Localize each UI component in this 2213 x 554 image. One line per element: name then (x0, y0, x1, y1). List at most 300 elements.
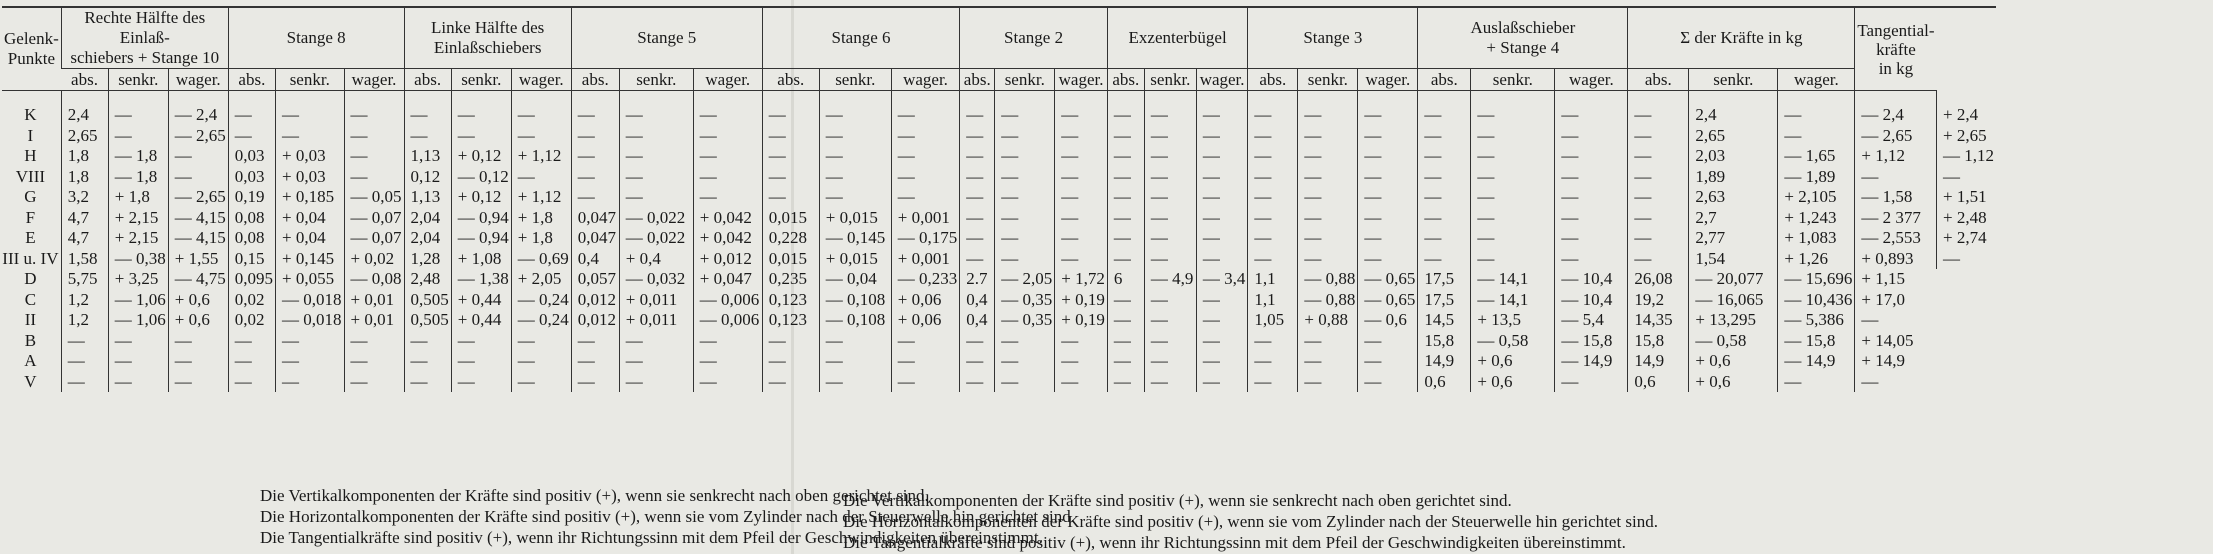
table-cell: + 1,72 (1055, 269, 1108, 290)
table-cell: 17,5 (1418, 269, 1471, 290)
table-cell: — (819, 187, 891, 208)
table-cell: — (1555, 372, 1628, 393)
column-subheader: wager. (891, 69, 960, 91)
column-group-header: Linke Hälfte des Einlaßschiebers (404, 7, 571, 69)
table-cell: 1,8 (61, 146, 108, 167)
table-cell: — (228, 351, 275, 372)
table-cell: — (891, 372, 960, 393)
table-cell: — 0,032 (619, 269, 693, 290)
table-row (2, 91, 1996, 126)
table-cell: — (1055, 351, 1108, 372)
table-cell: 1,05 (1248, 310, 1298, 331)
table-cell: — (1107, 351, 1144, 372)
row-point-label: E (25, 228, 36, 247)
table-cell: — 15,8 (1555, 331, 1628, 352)
table-cell: — (511, 372, 571, 393)
table-cell: — (762, 351, 819, 372)
table-cell: 1,13 (404, 187, 451, 208)
table-cell: + 0,06 (891, 310, 960, 331)
table-cell: — (619, 146, 693, 167)
table-cell: — (619, 372, 693, 393)
table-cell: — 2,05 (995, 269, 1055, 290)
table-cell: — (619, 351, 693, 372)
table-cell: + 2,48 (1937, 208, 1997, 229)
table-cell: — (1628, 249, 1689, 270)
table-cell: — (276, 91, 345, 126)
table-cell: — (108, 91, 168, 126)
table-cell: — (1055, 91, 1108, 126)
table-cell: — (1055, 126, 1108, 147)
table-cell: — 5,4 (1555, 310, 1628, 331)
table-cell: — (61, 351, 108, 372)
table-cell: — (276, 372, 345, 393)
table-cell: — 2 377 (1855, 208, 1937, 229)
column-group-header: Stange 3 (1248, 7, 1418, 69)
table-cell: — 0,94 (451, 208, 511, 229)
table-cell: — (693, 167, 762, 188)
table-cell: 0,505 (404, 290, 451, 311)
table-row (2, 167, 1996, 188)
table-row (2, 351, 1996, 372)
table-cell: — (1144, 146, 1196, 167)
table-cell: 4,7 (61, 208, 108, 229)
table-cell: + 0,011 (619, 290, 693, 311)
table-cell: — (1298, 331, 1358, 352)
table-cell: — 4,75 (168, 269, 228, 290)
table-cell: — 0,145 (819, 228, 891, 249)
table-cell: — (168, 372, 228, 393)
table-cell: — (1107, 331, 1144, 352)
table-cell: — (344, 167, 404, 188)
table-cell: — (1248, 372, 1298, 393)
row-point-label: V (24, 371, 37, 391)
table-cell: 0,6 (1418, 372, 1471, 393)
table-cell: 14,9 (1418, 351, 1471, 372)
table-cell: — (1778, 91, 1855, 126)
table-cell: — 0,24 (511, 290, 571, 311)
table-cell: + 0,001 (891, 249, 960, 270)
table-cell: 2,48 (404, 269, 451, 290)
table-cell: — 4,15 (168, 228, 228, 249)
column-group-header: Stange 6 (762, 7, 960, 69)
table-cell: — (451, 331, 511, 352)
table-cell: — (1555, 91, 1628, 126)
table-cell: — (344, 91, 404, 126)
table-cell: — 1,06 (108, 310, 168, 331)
table-cell: + 0,015 (819, 208, 891, 229)
table-cell: + 0,04 (276, 228, 345, 249)
table-cell: — (108, 351, 168, 372)
table-cell: — (108, 372, 168, 393)
table-cell: 1,1 (1248, 290, 1298, 311)
table-cell: — (1628, 126, 1689, 147)
note-vertical: Die Vertikalkomponenten der Kräfte sind positiv (+), wenn sie senkrecht nach oben gerichtet sind. (843, 491, 1512, 510)
table-cell: 0,095 (228, 269, 275, 290)
table-cell: — (511, 331, 571, 352)
column-header-tangential: Tangential- kräfte in kg (1855, 7, 1937, 91)
table-cell: 1,1 (1248, 269, 1298, 290)
table-row (2, 146, 1996, 167)
table-cell: — (891, 91, 960, 126)
table-cell: — (1418, 167, 1471, 188)
column-group-header: Stange 5 (571, 7, 762, 69)
column-subheader: wager. (1778, 69, 1855, 91)
table-cell: + 0,03 (276, 146, 345, 167)
table-cell: + 0,44 (451, 310, 511, 331)
table-cell: — (511, 167, 571, 188)
table-cell: — (1298, 91, 1358, 126)
table-cell: 2.7 (960, 269, 995, 290)
table-cell: — 0,08 (344, 269, 404, 290)
table-cell: — (1855, 167, 1937, 188)
table-cell: + 2,74 (1937, 228, 1997, 249)
row-point-label: G (24, 187, 37, 206)
table-cell: 4,7 (61, 228, 108, 249)
table-cell: — 0,022 (619, 208, 693, 229)
table-cell: 1,13 (404, 146, 451, 167)
column-subheader: abs. (1107, 69, 1144, 91)
table-cell: — (995, 91, 1055, 126)
table-cell: — (693, 187, 762, 208)
table-cell: — (1298, 208, 1358, 229)
table-cell: + 1,12 (511, 146, 571, 167)
table-cell: + 0,06 (891, 290, 960, 311)
table-cell: — (451, 126, 511, 147)
table-cell: + 1,083 (1778, 228, 1855, 249)
table-cell: — (1144, 167, 1196, 188)
table-cell: — (819, 146, 891, 167)
table-cell: — 14,9 (1555, 351, 1628, 372)
table-cell: — (228, 331, 275, 352)
table-cell: 17,5 (1418, 290, 1471, 311)
table-cell: — (1471, 167, 1555, 188)
column-subheader: senkr. (1471, 69, 1555, 91)
column-group-header: Stange 8 (228, 7, 404, 69)
table-cell: — (1055, 187, 1108, 208)
column-subheader: senkr. (1689, 69, 1778, 91)
table-cell: — (1248, 146, 1298, 167)
table-cell: — 0,233 (891, 269, 960, 290)
column-group-header: Exzenterbügel (1107, 7, 1248, 69)
column-subheader: abs. (404, 69, 451, 91)
table-cell: — (1196, 208, 1248, 229)
table-cell: — (762, 331, 819, 352)
table-cell: — (168, 167, 228, 188)
table-cell: — (1555, 249, 1628, 270)
table-cell: — (1107, 372, 1144, 393)
table-cell: — (1055, 167, 1108, 188)
row-point-label: F (25, 207, 36, 227)
table-cell: — (1196, 167, 1248, 188)
table-cell: 0,03 (228, 146, 275, 167)
table-cell: — (1628, 208, 1689, 229)
table-cell: — (960, 146, 995, 167)
table-cell: — (1196, 249, 1248, 270)
table-row (2, 372, 1996, 393)
table-cell: + 17,0 (1855, 290, 1937, 311)
table-cell: — (1418, 126, 1471, 147)
table-cell: + 1,12 (511, 187, 571, 208)
table-cell: + 0,12 (451, 187, 511, 208)
table-cell: — (1358, 228, 1418, 249)
table-cell: — (1144, 372, 1196, 393)
table-cell: 0,235 (762, 269, 819, 290)
table-cell: 1,2 (61, 310, 108, 331)
table-cell: — 15,8 (1778, 331, 1855, 352)
column-subheader: abs. (762, 69, 819, 91)
table-cell: — (995, 228, 1055, 249)
table-cell: — 0,07 (344, 228, 404, 249)
table-cell: — (762, 187, 819, 208)
table-cell: — (1055, 146, 1108, 167)
table-cell: + 0,19 (1055, 290, 1108, 311)
table-cell: — (891, 126, 960, 147)
table-cell: — 2,553 (1855, 228, 1937, 249)
table-cell: — (693, 126, 762, 147)
column-subheader: abs. (571, 69, 619, 91)
table-cell: — (1248, 228, 1298, 249)
table-cell: 14,5 (1418, 310, 1471, 331)
table-cell: — (891, 167, 960, 188)
table-cell: — (1055, 372, 1108, 393)
table-cell: — 0,58 (1689, 331, 1778, 352)
table-cell: — 0,35 (995, 290, 1055, 311)
table-cell: — 14,1 (1471, 290, 1555, 311)
table-cell: + 0,04 (276, 208, 345, 229)
table-cell: — (1358, 351, 1418, 372)
table-cell: — (1471, 249, 1555, 270)
table-cell: — 20,077 (1689, 269, 1778, 290)
table-cell: — 4,9 (1144, 269, 1196, 290)
table-cell: — (1055, 208, 1108, 229)
table-cell: 2,4 (61, 91, 108, 126)
table-cell: — (1298, 249, 1358, 270)
column-subheader: senkr. (819, 69, 891, 91)
table-cell: + 0,893 (1855, 249, 1937, 270)
table-cell: — (995, 351, 1055, 372)
table-cell: — 0,88 (1298, 290, 1358, 311)
table-cell: — (1298, 351, 1358, 372)
table-cell: — 0,38 (108, 249, 168, 270)
table-cell: — 0,022 (619, 228, 693, 249)
table-cell: — 0,12 (451, 167, 511, 188)
table-cell: + 1,12 (1855, 146, 1937, 167)
table-cell: — (451, 372, 511, 393)
table-cell: — 1,58 (1855, 187, 1937, 208)
column-subheader: abs. (228, 69, 275, 91)
table-cell: + 0,042 (693, 228, 762, 249)
table-cell: — (1107, 290, 1144, 311)
column-subheader: wager. (1555, 69, 1628, 91)
table-cell: — 4,15 (168, 208, 228, 229)
table-cell: — (891, 351, 960, 372)
table-cell: 1,58 (61, 249, 108, 270)
table-cell: 15,8 (1628, 331, 1689, 352)
table-cell: + 1,8 (511, 208, 571, 229)
table-cell: — 0,05 (344, 187, 404, 208)
table-cell: — (1196, 310, 1248, 331)
table-cell: — (891, 331, 960, 352)
column-subheader: abs. (1418, 69, 1471, 91)
table-cell: — (571, 331, 619, 352)
table-cell: 1,8 (61, 167, 108, 188)
table-cell: + 1,15 (1855, 269, 1937, 290)
note-horizontal: Die Horizontalkomponenten der Kräfte sind positiv (+), wenn sie vom Zylinder nach der Steuerwelle hin gerichtet sind. (843, 512, 1658, 531)
table-cell: + 14,05 (1855, 331, 1937, 352)
table-cell: — (891, 187, 960, 208)
row-point-label: K (24, 105, 37, 124)
table-cell: + 0,015 (819, 249, 891, 270)
table-cell: 0,4 (960, 310, 995, 331)
table-cell: + 0,185 (276, 187, 345, 208)
table-cell: — (1418, 91, 1471, 126)
table-cell: — (1555, 126, 1628, 147)
table-cell: + 2,65 (1937, 126, 1997, 147)
table-cell: — (619, 331, 693, 352)
table-cell: — (1298, 167, 1358, 188)
table-cell: — 1,8 (108, 167, 168, 188)
table-cell: — 2,65 (168, 187, 228, 208)
table-cell: — (995, 126, 1055, 147)
table-cell: 2,04 (404, 228, 451, 249)
note-vertical: Die Vertikalkomponenten der Kräfte sind positiv (+), wenn sie senkrecht nach oben gerichtet sind. (260, 486, 929, 505)
table-cell: — 0,65 (1358, 269, 1418, 290)
table-cell: — (1144, 91, 1196, 126)
table-cell: + 0,12 (451, 146, 511, 167)
table-cell: — (404, 372, 451, 393)
table-cell: — (1144, 228, 1196, 249)
table-cell: — 1,89 (1778, 167, 1855, 188)
table-cell: 0,08 (228, 228, 275, 249)
table-cell: — (168, 146, 228, 167)
table-cell: — 0,58 (1471, 331, 1555, 352)
table-cell: — (276, 351, 345, 372)
table-cell: 26,08 (1628, 269, 1689, 290)
table-cell: + 0,6 (168, 290, 228, 311)
table-cell: — (1298, 146, 1358, 167)
table-row (2, 249, 1996, 270)
table-cell: — 0,24 (511, 310, 571, 331)
row-point-label: B (24, 330, 37, 350)
table-cell: — (693, 91, 762, 126)
table-cell: — 0,35 (995, 310, 1055, 331)
table-cell: — (1144, 187, 1196, 208)
table-cell: + 2,15 (108, 228, 168, 249)
table-cell: — (228, 91, 275, 126)
table-cell: 0,12 (404, 167, 451, 188)
table-cell: — (1937, 249, 1997, 270)
table-cell: — 0,65 (1358, 290, 1418, 311)
column-group-header: Rechte Hälfte des Einlaß- schiebers + Stange 10 (61, 7, 228, 69)
table-cell: — (619, 126, 693, 147)
table-cell: — 1,06 (108, 290, 168, 311)
table-cell: — (1628, 167, 1689, 188)
table-cell: + 0,4 (619, 249, 693, 270)
table-cell: — (1555, 167, 1628, 188)
table-cell: + 0,01 (344, 290, 404, 311)
table-cell: — (276, 331, 345, 352)
table-cell: — (451, 351, 511, 372)
table-cell: — (571, 146, 619, 167)
forces-table (2, 6, 1996, 392)
table-cell: — (1555, 208, 1628, 229)
table-cell: + 0,02 (344, 249, 404, 270)
table-cell: — (1107, 91, 1144, 126)
table-cell: 0,047 (571, 228, 619, 249)
table-cell: — (571, 167, 619, 188)
table-cell: 2,77 (1689, 228, 1778, 249)
table-cell: 0,4 (960, 290, 995, 311)
table-cell: + 0,001 (891, 208, 960, 229)
table-cell: 0,19 (228, 187, 275, 208)
table-cell: — (1418, 228, 1471, 249)
table-cell: 2,63 (1689, 187, 1778, 208)
table-cell: + 0,6 (1689, 351, 1778, 372)
table-cell: — (693, 331, 762, 352)
table-cell: — 10,4 (1555, 269, 1628, 290)
table-cell: — (1471, 146, 1555, 167)
table-cell: — (168, 351, 228, 372)
table-cell: — (1196, 126, 1248, 147)
table-cell: — 1,8 (108, 146, 168, 167)
note-horizontal: Die Horizontalkomponenten der Kräfte sind positiv (+), wenn sie vom Zylinder nach der Steuerwelle hin gerichtet sind. (260, 507, 1075, 526)
table-cell: + 13,5 (1471, 310, 1555, 331)
table-row (2, 126, 1996, 147)
table-cell: — (1248, 249, 1298, 270)
table-cell: — (819, 372, 891, 393)
table-cell: — (571, 372, 619, 393)
table-cell: — (1628, 187, 1689, 208)
table-cell: — (1778, 126, 1855, 147)
table-cell: + 1,8 (511, 228, 571, 249)
row-point-label: III u. IV (2, 248, 59, 268)
table-cell: — (1298, 126, 1358, 147)
table-cell: — (960, 208, 995, 229)
table-cell: — 2,4 (1855, 91, 1937, 126)
table-cell: 1,28 (404, 249, 451, 270)
table-cell: — (1107, 249, 1144, 270)
column-subheader: senkr. (619, 69, 693, 91)
column-subheader: abs. (61, 69, 108, 91)
table-cell: — (995, 146, 1055, 167)
table-cell: — 0,88 (1298, 269, 1358, 290)
table-cell: — 0,018 (276, 310, 345, 331)
table-row (2, 228, 1996, 249)
table-cell: — (1358, 331, 1418, 352)
column-group-header: Auslaßschieber + Stange 4 (1418, 7, 1628, 69)
table-cell: — (960, 91, 995, 126)
table-cell: — (1248, 331, 1298, 352)
table-cell: 0,015 (762, 249, 819, 270)
table-cell: — 0,108 (819, 310, 891, 331)
table-cell: — (451, 91, 511, 126)
table-cell: — (1196, 91, 1248, 126)
column-subheader: senkr. (1298, 69, 1358, 91)
table-cell: — (1107, 310, 1144, 331)
table-cell: — 0,07 (344, 208, 404, 229)
table-cell: — (1107, 126, 1144, 147)
table-cell: — (344, 351, 404, 372)
column-subheader: abs. (960, 69, 995, 91)
table-cell: — (1107, 167, 1144, 188)
table-cell: — 10,436 (1778, 290, 1855, 311)
table-cell: — (404, 91, 451, 126)
table-cell: + 1,51 (1937, 187, 1997, 208)
column-header-punkte: Gelenk- Punkte (2, 7, 61, 91)
table-cell: — (1144, 331, 1196, 352)
table-cell: — (1144, 351, 1196, 372)
table-cell: — (1055, 331, 1108, 352)
